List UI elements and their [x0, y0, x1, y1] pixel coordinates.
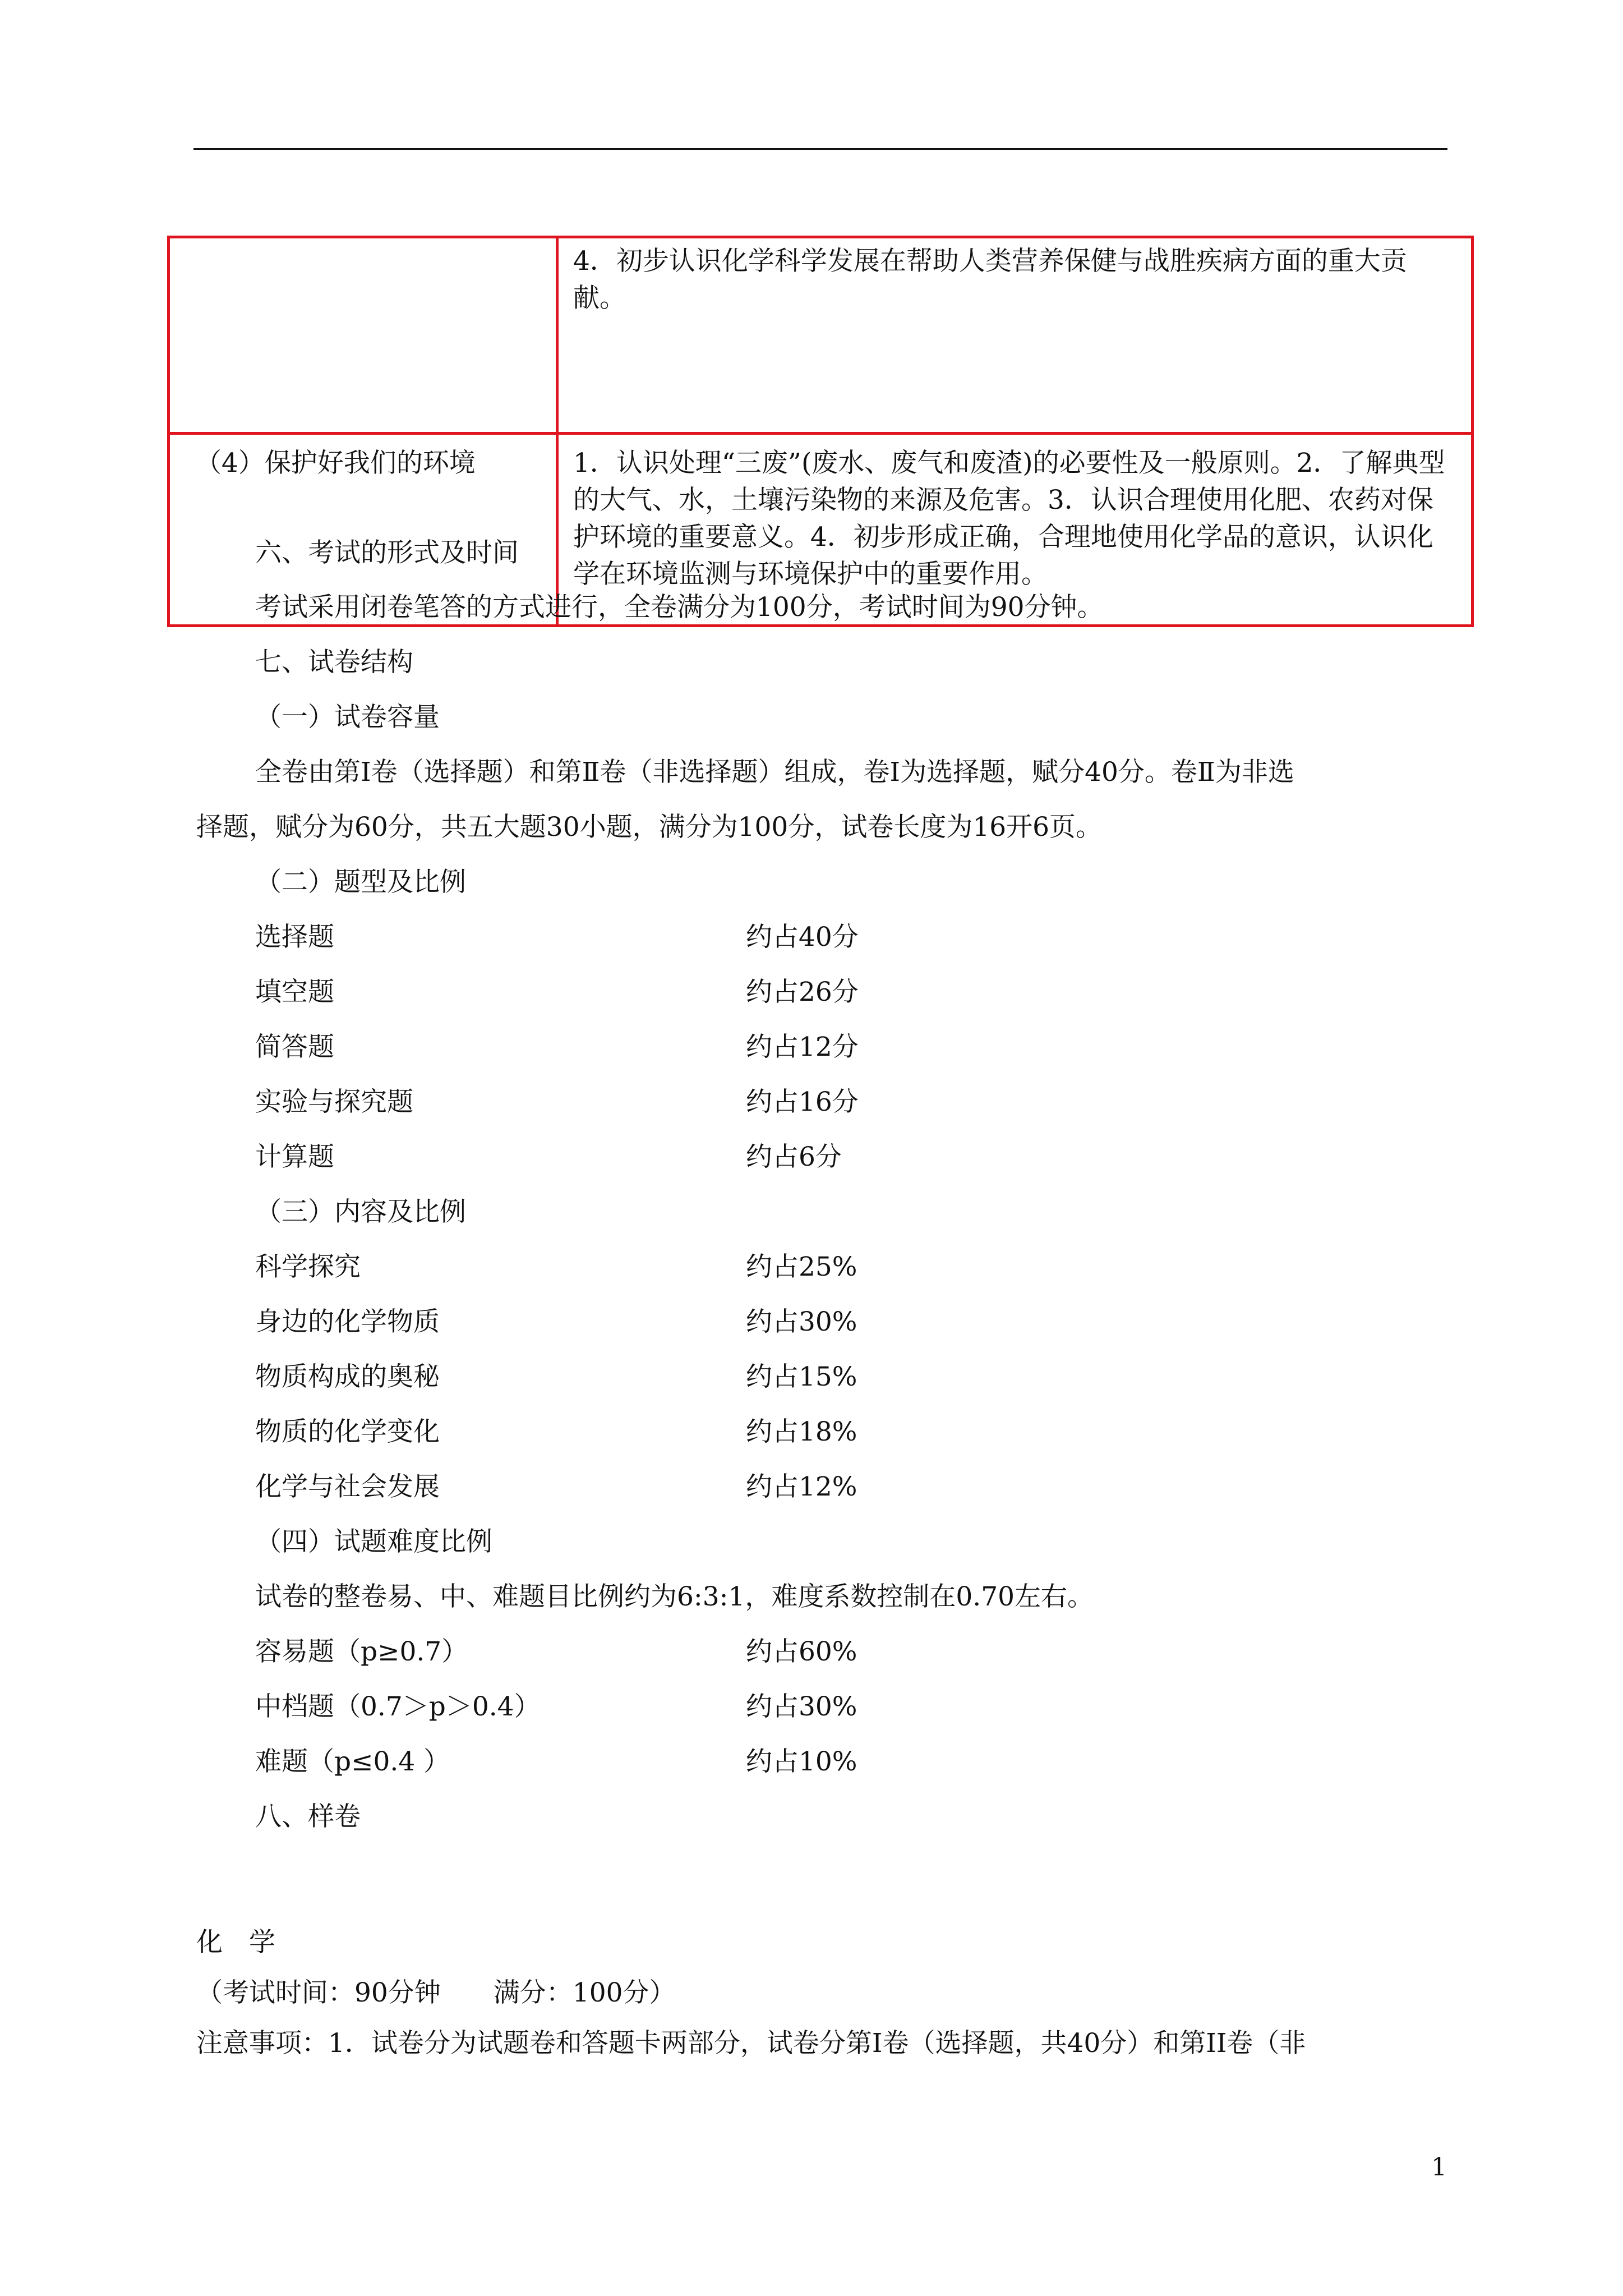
sample-paper-time: （考试时间：90分钟 满分：100分） — [196, 1977, 676, 2008]
capacity-paragraph-line: 全卷由第Ⅰ卷（选择题）和第Ⅱ卷（非选择题）组成，卷Ⅰ为选择题，赋分40分。卷Ⅱ为非选 — [255, 757, 1294, 788]
table-cell-requirements: 1．认识处理“三废”(废水、废气和废渣)的必要性及一般原则。2．了解典型的大气、水，土壤污染物的来源及危害。3．认识合理使用化肥、农药对保护环境的重要意义。4．初步形成正确，合理地使用化学品的意识，认识化学在环境监测与环境保护中的重要作用。 — [557, 434, 1473, 626]
subheading-difficulty-ratio: （四）试题难度比例 — [255, 1526, 492, 1557]
question-type-name: 简答题 — [255, 1032, 334, 1062]
question-type-name: 选择题 — [255, 922, 334, 953]
content-area-name: 物质的化学变化 — [255, 1416, 440, 1447]
table-row — [169, 237, 1473, 434]
question-type-value: 约占12分 — [746, 1032, 859, 1062]
capacity-paragraph-line: 择题，赋分为60分，共五大题30小题，满分为100分，试卷长度为16开6页。 — [196, 812, 1103, 843]
content-area-name: 化学与社会发展 — [255, 1471, 440, 1502]
question-type-name: 计算题 — [255, 1142, 334, 1172]
content-area-value: 约占25% — [746, 1251, 857, 1282]
content-area-value: 约占12% — [746, 1471, 857, 1502]
question-type-value: 约占40分 — [746, 922, 859, 953]
header-rule — [193, 148, 1447, 150]
subheading-question-types: （二）题型及比例 — [255, 867, 466, 898]
sample-paper-title: 化 学 — [196, 1927, 275, 1958]
question-type-name: 填空题 — [255, 977, 334, 1007]
section-heading-exam-form: 六、考试的形式及时间 — [255, 537, 519, 568]
content-area-name: 物质构成的奥秘 — [255, 1361, 440, 1392]
sample-paper-notice: 注意事项：1．试卷分为试题卷和答题卡两部分，试卷分第Ⅰ卷（选择题，共40分）和第II卷（非 — [196, 2028, 1306, 2059]
exam-form-text: 考试采用闭卷笔答的方式进行，全卷满分为100分，考试时间为90分钟。 — [255, 592, 1104, 623]
table-cell-requirements: 4．初步认识化学科学发展在帮助人类营养保健与战胜疾病方面的重大贡献。 — [557, 237, 1473, 434]
difficulty-level-name: 中档题（0.7＞p＞0.4） — [255, 1691, 541, 1722]
subheading-capacity: （一）试卷容量 — [255, 702, 440, 733]
question-type-value: 约占6分 — [746, 1142, 842, 1172]
difficulty-level-value: 约占60% — [746, 1636, 857, 1667]
content-area-value: 约占18% — [746, 1416, 857, 1447]
difficulty-intro-text: 试卷的整卷易、中、难题目比例约为6:3:1，难度系数控制在0.70左右。 — [255, 1581, 1094, 1612]
content-area-value: 约占15% — [746, 1361, 857, 1392]
subheading-content-ratio: （三）内容及比例 — [255, 1197, 466, 1227]
difficulty-level-value: 约占10% — [746, 1746, 857, 1777]
difficulty-level-value: 约占30% — [746, 1691, 857, 1722]
difficulty-level-name: 容易题（p≥0.7） — [255, 1636, 468, 1667]
section-heading-sample-paper: 八、样卷 — [255, 1801, 361, 1832]
content-area-value: 约占30% — [746, 1306, 857, 1337]
table-cell-topic: （4）保护好我们的环境 — [169, 434, 557, 626]
difficulty-level-name: 难题（p≤0.4 ） — [255, 1746, 450, 1777]
content-area-name: 身边的化学物质 — [255, 1306, 440, 1337]
question-type-name: 实验与探究题 — [255, 1087, 413, 1117]
page-number: 1 — [1431, 2153, 1447, 2182]
question-type-value: 约占26分 — [746, 977, 859, 1007]
table-cell-topic — [169, 237, 557, 434]
question-type-value: 约占16分 — [746, 1087, 859, 1117]
content-area-name: 科学探究 — [255, 1251, 361, 1282]
section-heading-paper-structure: 七、试卷结构 — [255, 647, 413, 678]
